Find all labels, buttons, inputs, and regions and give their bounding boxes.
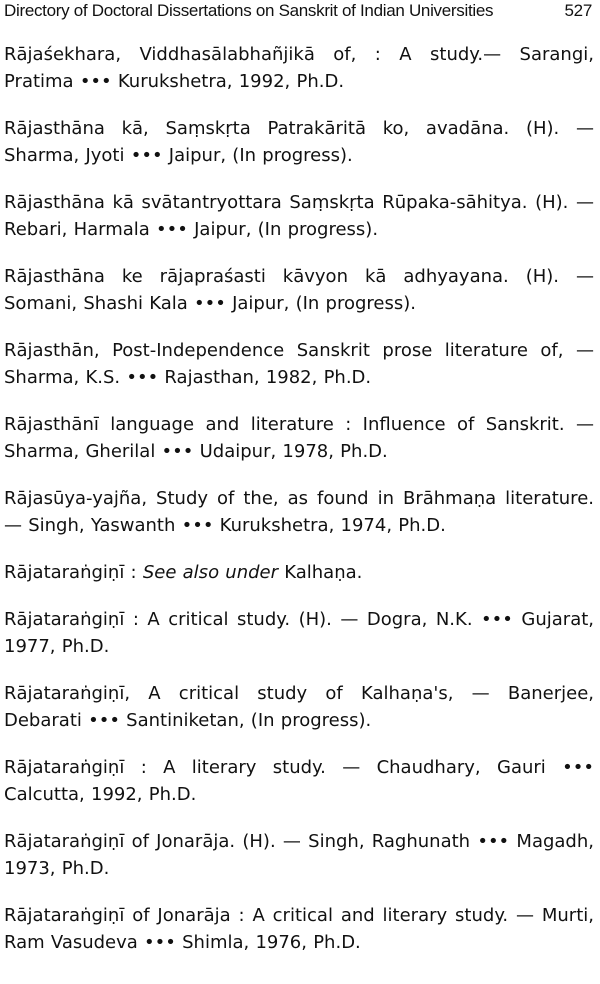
cross-reference-target: Kalhaṇa. (284, 562, 363, 583)
dissertation-list (4, 41, 594, 976)
list-item: Rājasthānī language and literature : Influence of Sanskrit. — Sharma, Gherilal ••• Udaipur, 1978, Ph.D. (4, 414, 594, 462)
see-also-label: See also under (142, 562, 279, 583)
list-item: Rājasthāna ke rājapraśasti kāvyon kā adhyayana. (H). — Somani, Shashi Kala ••• Jaipur, (In progress). (4, 266, 594, 314)
list-item: Rājasthān, Post-Independence Sanskrit prose literature of, — Sharma, K.S. ••• Rajasthan, 1982, Ph.D. (4, 340, 594, 388)
running-title: Directory of Doctoral Dissertations on Sanskrit of Indian Universities (4, 1, 494, 20)
running-header (4, 0, 592, 29)
list-item: Rājasūya-yajña, Study of the, as found in Brāhmaṇa literature. — Singh, Yaswanth ••• Kurukshetra, 1974, Ph.D. (4, 488, 594, 536)
list-item: Rājasthāna kā svātantryottara Saṃskṛta Rūpaka-sāhitya. (H). — Rebari, Harmala ••• Jaipur, (In progress). (4, 192, 594, 240)
list-item: Rājataraṅgiṇī : A critical study. (H). — Dogra, N.K. ••• Gujarat, 1977, Ph.D. (4, 609, 594, 657)
cross-reference-entry (4, 559, 594, 586)
list-item: Rājataraṅgiṇī, A critical study of Kalhaṇa's, — Banerjee, Debarati ••• Santiniketan, (In progress). (4, 683, 594, 731)
list-item: Rājataraṅgiṇī of Jonarāja. (H). — Singh, Raghunath ••• Magadh, 1973, Ph.D. (4, 831, 594, 879)
page-number: 527 (564, 1, 592, 20)
list-item: Rājataraṅgiṇī of Jonarāja : A critical and literary study. — Murti, Ram Vasudeva ••• Shimla, 1976, Ph.D. (4, 905, 594, 953)
list-item: Rājataraṅgiṇī : A literary study. — Chaudhary, Gauri ••• Calcutta, 1992, Ph.D. (4, 757, 594, 805)
cross-reference-head: Rājataraṅgiṇī : (4, 562, 137, 583)
list-item: Rājasthāna kā, Saṃskṛta Patrakāritā ko, avadāna. (H). — Sharma, Jyoti ••• Jaipur, (In progress). (4, 118, 594, 166)
list-item: Rājaśekhara, Viddhasālabhañjikā of, : A study.— Sarangi, Pratima ••• Kurukshetra, 1992, Ph.D. (4, 44, 594, 92)
